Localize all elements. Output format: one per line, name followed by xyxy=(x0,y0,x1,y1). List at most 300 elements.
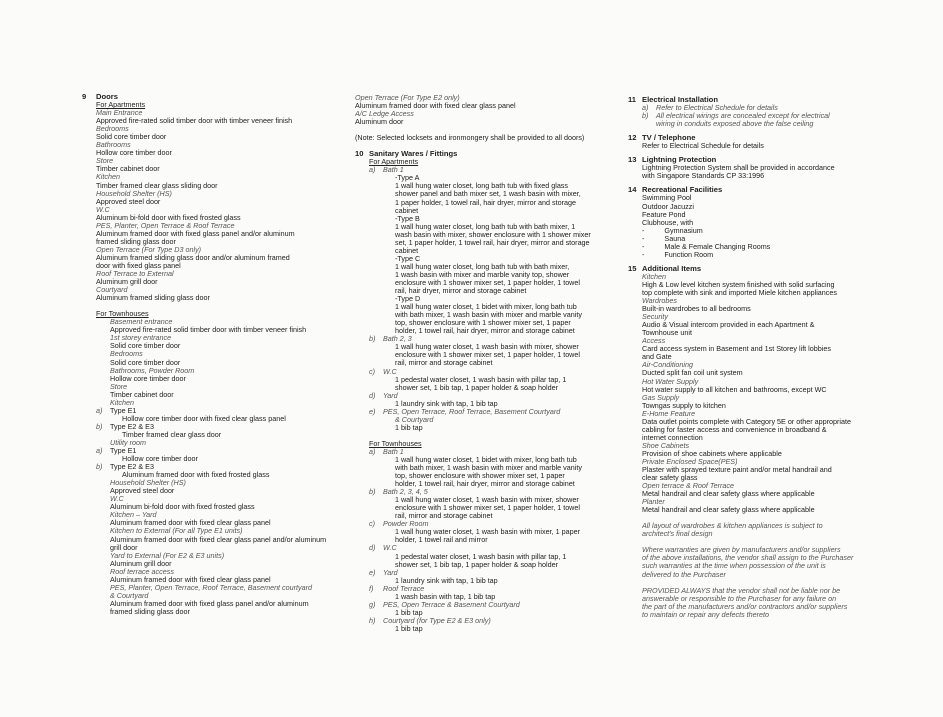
item-text: Type E2 & E3 xyxy=(110,422,154,431)
list-row xyxy=(369,311,617,319)
list-row xyxy=(369,617,617,625)
item-heading: & Courtyard xyxy=(110,591,149,600)
item-text: door with fixed glass panel xyxy=(96,261,181,270)
item-text: Aluminum framed door with fixed clear glass panel xyxy=(110,575,271,584)
list-row xyxy=(96,431,344,439)
list-row xyxy=(96,326,344,334)
list-label: b) xyxy=(96,463,103,472)
item-text: 1 wash basin with tap, 1 bib tap xyxy=(395,592,496,601)
item-heading: Roof Terrace xyxy=(383,584,425,593)
list-row xyxy=(96,399,344,407)
item-text: Solid core timber door xyxy=(96,133,167,142)
list-row xyxy=(369,496,617,504)
list-label xyxy=(369,190,383,198)
locksets-note: (Note: Selected locksets and ironmongery shall be provided to all doors) xyxy=(355,134,585,143)
list-label xyxy=(369,528,383,536)
list-label xyxy=(642,120,656,128)
list-row xyxy=(369,263,617,271)
list-row xyxy=(96,350,344,358)
item-text: Feature Pond xyxy=(642,210,686,219)
section-body xyxy=(628,104,893,128)
list-label xyxy=(96,455,110,463)
list-row xyxy=(369,384,617,392)
list-row xyxy=(369,368,617,376)
list-label xyxy=(369,319,383,327)
section-title: Doors xyxy=(96,92,118,101)
list-row xyxy=(642,243,893,251)
item-text: 1 wall hung water closet, long bath tub with bath mixer, 1 xyxy=(395,222,576,231)
item-text: Type E2 & E3 xyxy=(110,463,154,472)
list-row xyxy=(96,536,344,544)
section-number: 9 xyxy=(82,92,87,101)
list-label xyxy=(96,415,110,423)
list-label: d) xyxy=(369,391,376,400)
list-row xyxy=(96,576,344,584)
item-text: Aluminum framed door with fixed glass panel and/or aluminum xyxy=(110,599,309,608)
list-row xyxy=(96,334,344,342)
list-row xyxy=(369,182,617,190)
item-heading: W.C xyxy=(96,205,110,214)
warranty-note xyxy=(642,546,893,578)
list-label xyxy=(369,376,383,384)
item-heading: Household Shelter (HS) xyxy=(110,479,186,488)
section-body xyxy=(628,164,893,180)
item-text: Solid core timber door xyxy=(110,342,181,351)
list-row xyxy=(369,166,617,174)
item-text: rail, mirror and storage cabinet xyxy=(395,359,493,368)
item-text: cabinet xyxy=(395,206,419,215)
list-row xyxy=(369,271,617,279)
list-label xyxy=(96,544,110,552)
section-recreational xyxy=(628,186,893,258)
item-text: top complete with sink and imported Miele kitchen appliances xyxy=(642,288,837,297)
list-label xyxy=(96,503,110,511)
list-label xyxy=(369,424,383,432)
list-row xyxy=(369,376,617,384)
list-row xyxy=(369,577,617,585)
list-label: d) xyxy=(369,544,376,553)
item-text: 1 bib tap xyxy=(395,624,423,633)
item-text: 1 pedestal water closet, 1 wash basin with pillar tap, 1 xyxy=(395,375,567,384)
list-row xyxy=(369,400,617,408)
doors-continued-list xyxy=(355,94,617,126)
list-row xyxy=(96,447,344,455)
item-text: top, shower enclosure with 1 shower mixer set, 1 paper xyxy=(395,319,571,328)
item-heading: Open Terrace (For Type E2 only) xyxy=(355,94,460,102)
list-label xyxy=(369,199,383,207)
section-lightning xyxy=(628,156,893,180)
item-text: framed sliding glass door xyxy=(110,607,190,616)
item-heading: Security xyxy=(642,313,668,322)
list-label xyxy=(96,431,110,439)
section-title: Lightning Protection xyxy=(642,155,717,165)
item-text: Data outlet points complete with Category 5E or other appropriate xyxy=(642,417,851,426)
list-row xyxy=(96,455,344,463)
list-label: b) xyxy=(96,422,103,431)
item-text: Aluminum door xyxy=(355,118,404,127)
item-text: holder, 1 towel rail and mirror xyxy=(395,536,488,545)
item-text: shower panel and bath mixer set, 1 wash basin with mixer, xyxy=(395,190,581,199)
list-row xyxy=(96,503,344,511)
list-label xyxy=(369,327,383,335)
column-1 xyxy=(82,93,344,622)
item-text: with bath mixer, 1 wash basin with mixer and marble vanity xyxy=(395,464,582,473)
item-heading: Yard xyxy=(383,568,398,577)
list-label: a) xyxy=(369,166,376,175)
list-label xyxy=(96,399,110,407)
bullet-dash: - xyxy=(642,242,645,251)
note-line: Where warranties are given by manufacturers and/or suppliers xyxy=(642,546,841,555)
item-heading: Basement entrance xyxy=(110,318,173,327)
list-label xyxy=(96,608,110,616)
item-text: wash basin with mixer, shower enclosure with 1 shower mixer xyxy=(395,230,591,239)
list-row xyxy=(369,287,617,295)
list-row xyxy=(369,512,617,520)
list-label xyxy=(96,552,110,560)
list-row xyxy=(642,112,893,120)
item-text: Built-in wardrobes to all bedrooms xyxy=(642,305,751,314)
item-heading: Yard xyxy=(383,391,398,400)
item-text: Type E1 xyxy=(110,406,137,415)
item-text: Metal handrail and clear safety glass where applicable xyxy=(642,490,815,499)
section-heading xyxy=(628,96,893,104)
list-row xyxy=(369,625,617,633)
item-heading: Kitchen – Yard xyxy=(110,511,157,520)
item-text: 1 wall hung water closet, 1 bidet with mixer, long bath tub xyxy=(395,303,577,312)
list-row xyxy=(369,327,617,335)
bullet-dash: - xyxy=(642,234,645,243)
list-row xyxy=(96,544,344,552)
list-row xyxy=(369,319,617,327)
item-heading: W.C xyxy=(110,495,124,504)
list-label xyxy=(96,584,110,592)
item-text: 1 laundry sink with tap, 1 bib tap xyxy=(395,576,498,585)
item-heading: Courtyard (for Type E2 & E3 only) xyxy=(383,616,491,625)
list-row xyxy=(96,592,344,600)
section-additional xyxy=(628,265,893,619)
list-label xyxy=(369,351,383,359)
item-heading: wiring in conduits exposed above the false ceiling xyxy=(656,120,814,129)
section-title: Additional Items xyxy=(642,263,702,273)
list-row xyxy=(369,456,617,464)
list-label xyxy=(369,255,383,263)
note-line: All layout of wardrobes & kitchen appliances is subject to xyxy=(642,522,823,531)
item-text: -Type A xyxy=(395,174,420,183)
item-text: 1 wall hung water closet, 1 wash basin with mixer, 1 paper xyxy=(395,528,580,537)
list-row xyxy=(369,528,617,536)
item-text: rail, mirror and storage cabinet xyxy=(395,512,493,521)
list-row xyxy=(369,472,617,480)
item-text: shower set, 1 bib tap, 1 paper holder & soap holder xyxy=(395,383,559,392)
item-text: Aluminum framed door with fixed clear glass panel xyxy=(110,519,271,528)
section-electrical xyxy=(628,96,893,128)
list-row xyxy=(369,561,617,569)
list-label: b) xyxy=(369,335,376,344)
section-body xyxy=(82,101,344,616)
list-label xyxy=(369,223,383,231)
item-heading: Kitchen xyxy=(96,173,120,182)
body-line: Lightning Protection System shall be provided in accordance xyxy=(642,164,835,173)
item-text: Aluminum grill door xyxy=(110,559,172,568)
list-row xyxy=(96,359,344,367)
item-text: top, shower enclosure with shower mixer set, 1 paper xyxy=(395,472,565,481)
section-body xyxy=(355,158,617,633)
bullet-dash: - xyxy=(642,226,645,235)
item-text: cabinet xyxy=(395,246,419,255)
list-label xyxy=(96,592,110,600)
item-heading: Access xyxy=(642,337,666,346)
list-label xyxy=(369,247,383,255)
item-heading: Bath 2, 3, 4, 5 xyxy=(383,488,428,497)
list-row xyxy=(369,520,617,528)
item-heading: Kitchen xyxy=(642,272,666,281)
list-label xyxy=(369,174,383,182)
item-heading: Roof terrace access xyxy=(110,567,174,576)
list-row xyxy=(96,471,344,479)
list-label xyxy=(369,464,383,472)
list-row xyxy=(369,585,617,593)
bullet-dash: - xyxy=(642,250,645,259)
item-text: Hollow core timber door xyxy=(122,455,198,464)
item-heading: PES, Planter, Open Terrace & Roof Terrace xyxy=(96,221,235,230)
list-label xyxy=(369,536,383,544)
item-heading: Bath 2, 3 xyxy=(383,335,412,344)
item-text: Solid core timber door xyxy=(110,358,181,367)
list-label xyxy=(96,511,110,519)
section-doors xyxy=(82,93,344,616)
item-heading: Bedrooms xyxy=(110,350,143,359)
list-row xyxy=(96,495,344,503)
list-row xyxy=(96,600,344,608)
list-label xyxy=(96,383,110,391)
section-title: TV / Telephone xyxy=(642,133,696,143)
column-3 xyxy=(628,96,893,625)
list-row xyxy=(369,335,617,343)
list-row xyxy=(642,251,893,259)
list-row xyxy=(96,423,344,431)
list-row xyxy=(369,174,617,182)
item-text: 1 wall hung water closet, long bath tub with bath mixer, xyxy=(395,262,570,271)
item-text: Timber framed clear glass door xyxy=(122,430,222,439)
list-label xyxy=(96,342,110,350)
subheading-apartments: For Apartments xyxy=(96,100,146,110)
list-label: c) xyxy=(369,367,375,376)
item-text: internet connection xyxy=(642,433,703,442)
item-text: Aluminum framed sliding glass door and/or aluminum framed xyxy=(96,253,290,262)
list-row xyxy=(96,511,344,519)
list-row xyxy=(96,415,344,423)
section-tv xyxy=(628,134,893,150)
list-row xyxy=(369,207,617,215)
note-line: architect's final design xyxy=(642,530,713,539)
item-text: rail, hair dryer, mirror and storage cabinet xyxy=(395,287,527,296)
list-label xyxy=(369,239,383,247)
section-number: 12 xyxy=(628,133,637,143)
item-heading: A/C Ledge Access xyxy=(355,110,414,119)
item-text: Aluminum framed sliding glass door xyxy=(96,294,210,303)
item-text: Plaster with sprayed texture paint and/or metal handrail and xyxy=(642,466,832,475)
section-body xyxy=(628,142,893,150)
list-label xyxy=(96,391,110,399)
item-text: Approved steel door xyxy=(96,197,161,206)
item-text: enclosure with 1 shower mixer set, 1 paper holder, 1 towel xyxy=(395,504,580,513)
item-heading: Hot Water Supply xyxy=(642,377,699,386)
item-text: Gymnasium xyxy=(664,226,703,235)
item-text: Metal handrail and clear safety glass where applicable xyxy=(642,506,815,515)
list-label xyxy=(369,593,383,601)
list-row xyxy=(96,391,344,399)
list-label xyxy=(96,495,110,503)
list-row xyxy=(369,408,617,416)
item-heading: Bedrooms xyxy=(96,125,129,134)
subheading-apartments: For Apartments xyxy=(369,157,419,167)
list-row xyxy=(369,488,617,496)
section-heading xyxy=(628,265,893,273)
list-row xyxy=(96,519,344,527)
item-heading: Open terrace & Roof Terrace xyxy=(642,482,735,491)
list-row xyxy=(369,609,617,617)
list-label xyxy=(96,326,110,334)
list-row xyxy=(96,568,344,576)
subheading-townhouses: For Townhouses xyxy=(96,309,149,319)
list-label: h) xyxy=(369,616,376,625)
list-row xyxy=(369,190,617,198)
list-label xyxy=(369,561,383,569)
item-text: Aluminum bi-fold door with fixed frosted glass xyxy=(110,503,255,512)
note-line: to maintain or repair any defects thereto xyxy=(642,610,770,619)
item-text: Audio & Visual intercom provided in each Apartment & xyxy=(642,321,815,330)
item-text: 1 bib tap xyxy=(395,423,423,432)
note-line: such warranties at the time when possession of the unit is xyxy=(642,562,826,571)
item-text: clear safety glass xyxy=(642,474,698,483)
item-heading: Yard to External (For E2 & E3 units) xyxy=(110,551,225,560)
list-row xyxy=(369,223,617,231)
item-heading: Air-Conditioning xyxy=(642,361,694,370)
item-text: Townhouse unit xyxy=(642,329,692,338)
sanitary-townhouses-list xyxy=(369,448,617,633)
item-text: grill door xyxy=(110,543,138,552)
item-text: 1 wash basin with mixer and marble vanity top, shower xyxy=(395,270,570,279)
item-heading: Household Shelter (HS) xyxy=(96,189,172,198)
section-heading xyxy=(628,134,893,142)
list-row xyxy=(96,383,344,391)
subheading-townhouses: For Townhouses xyxy=(369,438,422,448)
item-text: Aluminum grill door xyxy=(96,278,158,287)
item-text: holder, 1 towel rail, hair dryer, mirror and storage cabinet xyxy=(395,327,575,336)
list-row xyxy=(369,199,617,207)
list-label xyxy=(96,527,110,535)
list-label xyxy=(369,207,383,215)
list-label xyxy=(96,318,110,326)
item-heading: Kitchen xyxy=(110,398,134,407)
list-row xyxy=(369,215,617,223)
item-heading: Shoe Cabinets xyxy=(642,441,690,450)
list-label xyxy=(369,472,383,480)
list-label: b) xyxy=(369,488,376,497)
list-row xyxy=(642,211,893,219)
item-heading: Open Terrace (For Type D3 only) xyxy=(96,245,202,254)
list-row xyxy=(642,120,893,128)
item-heading: Main Entrance xyxy=(96,109,143,118)
item-text: Male & Female Changing Rooms xyxy=(664,242,771,251)
list-row xyxy=(369,480,617,488)
section-title: Electrical Installation xyxy=(642,95,718,104)
item-text: High & Low level kitchen system finished with solid surfacing xyxy=(642,280,835,289)
list-label xyxy=(369,295,383,303)
item-text: Approved fire-rated solid timber door with timber veneer finish xyxy=(110,326,307,335)
item-text: Outdoor Jacuzzi xyxy=(642,202,694,211)
list-label: a) xyxy=(96,447,103,456)
doors-townhouses-list xyxy=(96,318,344,616)
list-label xyxy=(369,303,383,311)
list-label xyxy=(96,560,110,568)
item-text: 1 paper holder, 1 towel rail, hair dryer, mirror and storage xyxy=(395,198,576,207)
list-row xyxy=(369,279,617,287)
list-label xyxy=(96,359,110,367)
item-heading: Bathrooms, Powder Room xyxy=(110,366,195,375)
list-label xyxy=(369,456,383,464)
list-label xyxy=(369,553,383,561)
item-text: 1 wall hung water closet, long bath tub with fixed glass xyxy=(395,182,568,191)
list-row xyxy=(369,359,617,367)
additional-items-list xyxy=(642,273,893,514)
item-text: Swimming Pool xyxy=(642,194,692,203)
item-heading: Bath 1 xyxy=(383,166,404,175)
list-row xyxy=(96,560,344,568)
note-line: delivered to the Purchaser xyxy=(642,570,726,579)
item-text: Hot water supply to all kitchen and bathrooms, except WC xyxy=(642,385,827,394)
list-row xyxy=(369,601,617,609)
item-text: Timber cabinet door xyxy=(110,390,174,399)
list-label xyxy=(369,609,383,617)
item-text: Approved fire-rated solid timber door with timber veneer finish xyxy=(96,117,293,126)
layout-note xyxy=(642,522,893,538)
list-row xyxy=(642,227,893,235)
item-text: with bath mixer, 1 wash basin with mixer and marble vanity xyxy=(395,311,582,320)
item-heading: Store xyxy=(110,382,128,391)
list-row xyxy=(369,303,617,311)
list-label xyxy=(369,577,383,585)
list-label: b) xyxy=(642,112,649,121)
item-text: Type E1 xyxy=(110,447,137,456)
note-line: PROVIDED ALWAYS that the vendor shall not be liable nor be xyxy=(642,586,841,595)
item-text: enclosure with 1 shower mixer set, 1 paper holder, 1 towel xyxy=(395,351,580,360)
item-text: enclosure with 1 shower mixer set, 1 paper holder, 1 towel xyxy=(395,278,580,287)
item-text: Aluminum bi-fold door with fixed frosted glass xyxy=(96,213,241,222)
list-row xyxy=(96,479,344,487)
list-label xyxy=(96,576,110,584)
item-heading: PES, Open Terrace, Roof Terrace, Basement Courtyard xyxy=(383,407,561,416)
list-row xyxy=(369,255,617,263)
item-heading: & Courtyard xyxy=(395,415,434,424)
list-row xyxy=(96,552,344,560)
section-number: 10 xyxy=(355,149,364,159)
item-heading: W.C xyxy=(383,544,397,553)
item-text: -Type C xyxy=(395,254,421,263)
item-heading: E-Home Feature xyxy=(642,409,696,418)
item-heading: Bathrooms xyxy=(96,141,131,150)
item-heading: Kitchen to External (For all Type E1 units) xyxy=(110,527,243,536)
item-heading: Roof Terrace to External xyxy=(96,270,174,279)
list-row xyxy=(96,527,344,535)
list-row xyxy=(369,416,617,424)
list-row xyxy=(96,487,344,495)
note-line: answerable or responsible to the Purchaser for any failure on xyxy=(642,594,837,603)
item-text: Approved steel door xyxy=(110,487,175,496)
list-row xyxy=(96,318,344,326)
list-label: e) xyxy=(369,407,376,416)
list-label xyxy=(369,496,383,504)
